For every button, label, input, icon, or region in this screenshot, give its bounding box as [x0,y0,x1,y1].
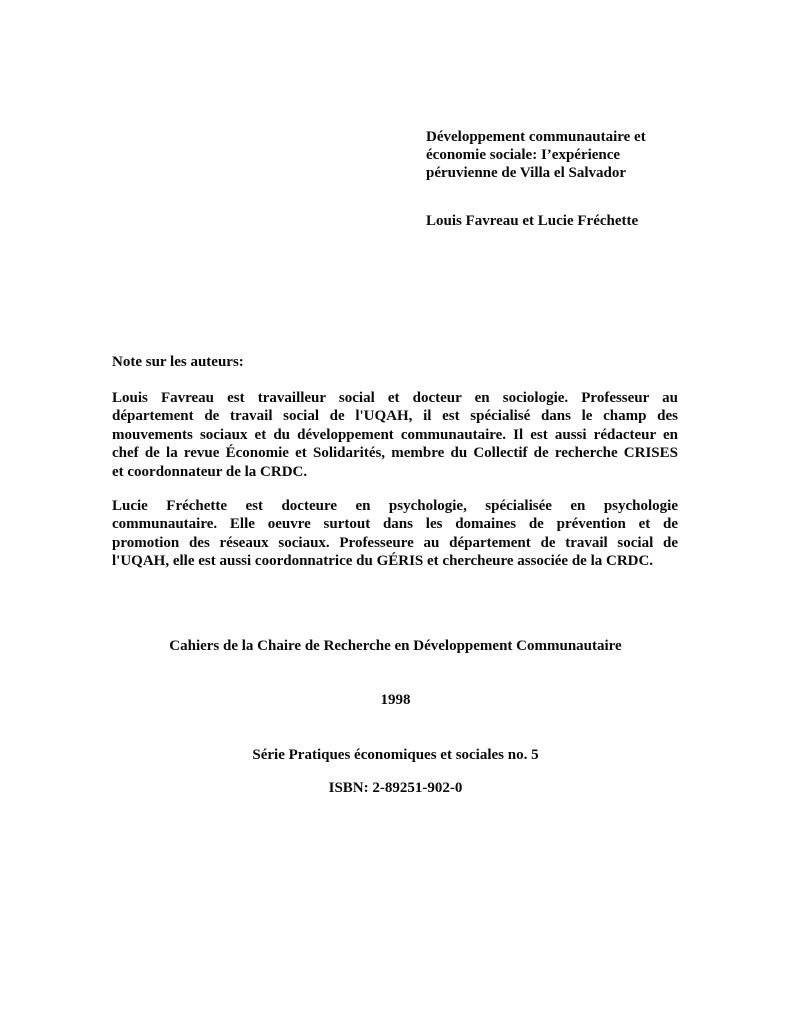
bio-frechette-line-2: communautaire. Elle oeuvre surtout dans les domaines de prévention et de [112,516,678,533]
isbn-line: ISBN: 2-89251-902-0 [328,780,463,796]
series-number-line: Série Pratiques économiques et sociales no. 5 [252,747,539,763]
document-title [426,128,686,182]
bio-favreau-line-2: département de travail social de l'UQAH, il est spécialisé dans le champ des [112,408,678,425]
author-bio-favreau [112,389,678,481]
note-heading: Note sur les auteurs: [112,354,244,370]
bio-favreau-line-1: Louis Favreau est travailleur social et docteur en sociologie. Professeur au [112,390,678,406]
bio-frechette-line-4: l'UQAH, elle est aussi coordonnatrice du GÉRIS et chercheure associée de la CRDC. [112,553,654,570]
bio-frechette-line-3: promotion des réseaux sociaux. Professeure au département de travail social de [112,534,678,551]
title-line-2: économie sociale: I’expérience [426,147,621,163]
series-title: Cahiers de la Chaire de Recherche en Développement Communautaire [169,638,622,654]
bio-favreau-line-3: mouvements sociaux et du développement communautaire. Il est aussi rédacteur en [112,426,678,443]
publication-year: 1998 [380,692,411,708]
author-bio-frechette [112,497,678,571]
bio-favreau-line-5: et coordonnateur de la CRDC. [112,463,308,480]
authors-line: Louis Favreau et Lucie Fréchette [426,213,639,229]
title-line-3: péruvienne de Villa el Salvador [426,165,627,181]
bio-favreau-line-4: chef de la revue Économie et Solidarités, membre du Collectif de recherche CRISES [112,445,678,462]
title-line-1: Développement communautaire et [426,129,646,145]
bio-frechette-line-1: Lucie Fréchette est docteure en psychologie, spécialisée en psychologie [112,498,678,514]
